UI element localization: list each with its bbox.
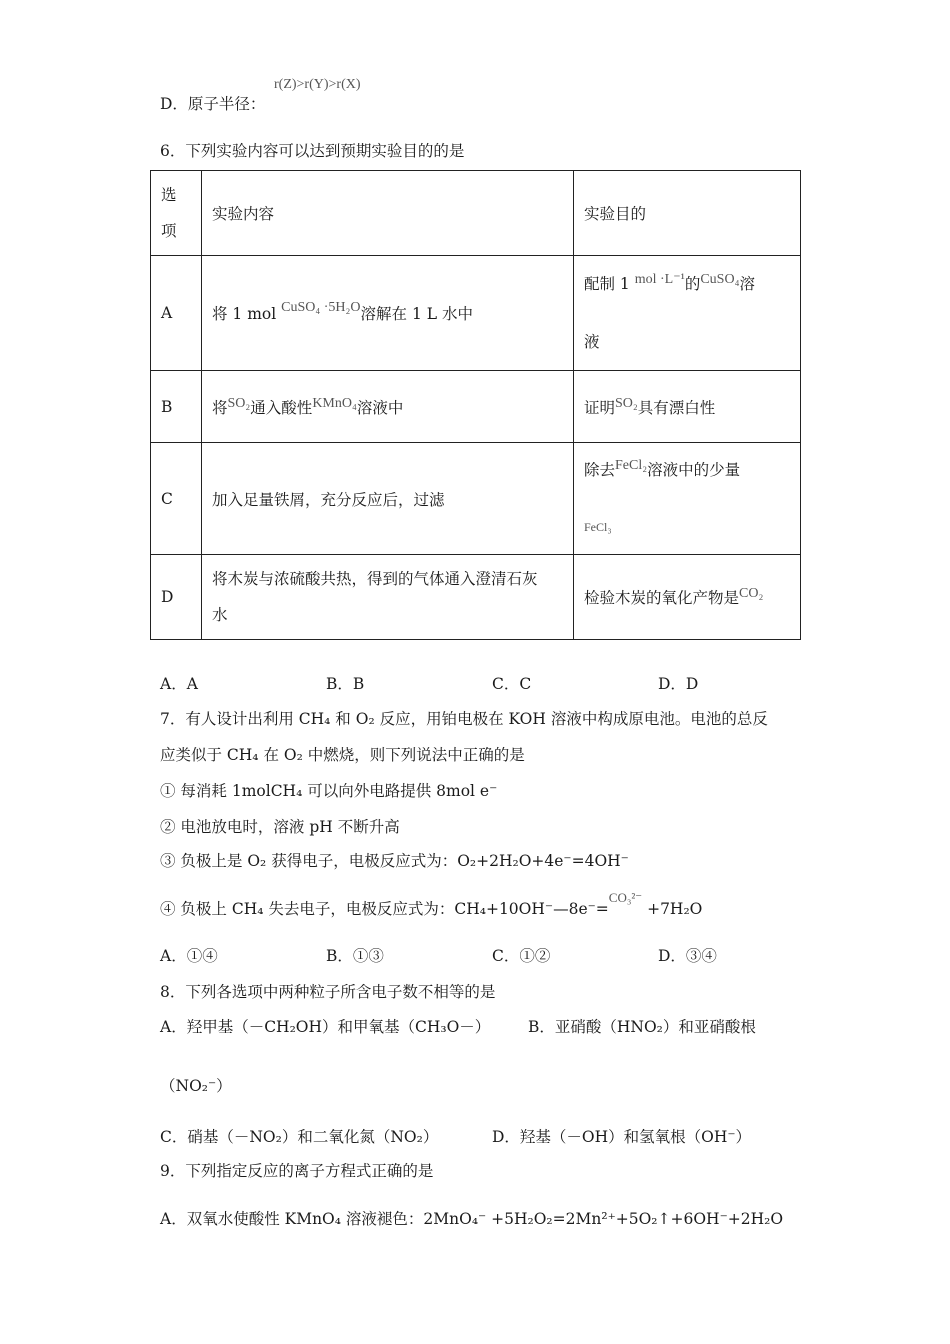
table-row-a: [151, 256, 801, 371]
q8-option-a[interactable]: A．羟甲基（－CH₂OH）和甲氧基（CH₃O－）: [160, 1018, 491, 1036]
q8-option-c[interactable]: C．硝基（－NO₂）和二氧化氮（NO₂）: [160, 1128, 439, 1146]
row-d-purpose: [574, 555, 801, 640]
q7-statement-4-formula: CO₃²⁻: [608, 890, 643, 905]
header-purpose-cell: 实验目的: [574, 171, 801, 256]
q9-option-a[interactable]: A．双氧水使酸性 KMnO₄ 溶液褪色：2MnO₄⁻ +5H₂O₂=2Mn²⁺+5O₂↑+6OH⁻+2H₂O: [160, 1210, 784, 1228]
row-c-purpose-formula: FeCl₂: [615, 458, 648, 473]
row-a-content-text2: 溶解在 1 L 水中: [360, 305, 473, 323]
table-row-b: [151, 371, 801, 443]
row-b-content: [202, 371, 574, 443]
q7-statement-4: [160, 890, 703, 919]
table-row-c: [151, 443, 801, 555]
row-b-content-formula1: SO₂: [227, 395, 251, 411]
row-a-purpose-line2: 液: [584, 333, 600, 351]
row-c-purpose-post: 溶液中的少量: [647, 461, 741, 479]
row-a-purpose: [574, 256, 801, 371]
q8-stem: 8．下列各选项中两种粒子所含电子数不相等的是: [160, 983, 496, 1001]
q7-stem-line2: 应类似于 CH₄ 在 O₂ 中燃烧，则下列说法中正确的是: [160, 746, 525, 764]
row-b-label: B: [151, 371, 202, 443]
row-b-content-formula2: KMnO₄: [312, 395, 357, 411]
row-c-content: 加入足量铁屑，充分反应后，过滤: [202, 443, 574, 555]
q6-option-d[interactable]: D．D: [658, 675, 699, 693]
row-a-content-text: 将 1 mol: [212, 305, 282, 323]
row-b-purpose: [574, 371, 801, 443]
row-b-purpose-formula: SO₂: [615, 395, 638, 411]
row-d-content: [202, 555, 574, 640]
table-header-row: [151, 171, 801, 256]
q5-option-d-label: D．原子半径：: [160, 95, 266, 113]
header-content-cell: 实验内容: [202, 171, 574, 256]
row-c-purpose: [574, 443, 801, 555]
q9-stem: 9．下列指定反应的离子方程式正确的是: [160, 1162, 434, 1180]
q7-statement-3: ③ 负极上是 O₂ 获得电子，电极反应式为：O₂+2H₂O+4e⁻=4OH⁻: [160, 852, 629, 870]
q8-option-d[interactable]: D．羟基（－OH）和氢氧根（OH⁻）: [492, 1128, 752, 1146]
row-a-content-formula: CuSO₄ ·5H₂O: [281, 300, 361, 315]
row-b-content-text: 将: [212, 398, 228, 417]
q6-option-b[interactable]: B．B: [326, 675, 365, 693]
q8-option-b[interactable]: B．亚硝酸（HNO₂）和亚硝酸根: [528, 1018, 756, 1036]
header-option-cell: [151, 171, 202, 256]
row-a-purpose-mid: 的: [684, 275, 701, 293]
row-c-label: C: [151, 443, 202, 555]
row-a-purpose-formula2: CuSO₄: [700, 272, 740, 287]
q7-statement-4-post: +7H₂O: [642, 900, 703, 918]
row-b-content-post: 溶液中: [356, 398, 404, 417]
header-option-line2: 项: [161, 222, 177, 240]
q5-option-d-formula: r(Z)>r(Y)>r(X): [274, 77, 361, 92]
q7-option-d[interactable]: D．③④: [658, 947, 717, 965]
row-b-purpose-post: 具有漂白性: [637, 398, 716, 417]
table-row-d: [151, 555, 801, 640]
q8-option-b-continued: （NO₂⁻）: [160, 1077, 232, 1095]
q6-option-a[interactable]: A．A: [160, 675, 198, 693]
q6-option-c[interactable]: C．C: [492, 675, 532, 693]
row-b-purpose-text: 证明: [584, 398, 616, 417]
q7-option-a[interactable]: A．①④: [160, 947, 218, 965]
q6-stem: 6．下列实验内容可以达到预期实验目的的是: [160, 142, 465, 160]
q7-option-b[interactable]: B．①③: [326, 947, 384, 965]
experiment-table: [150, 170, 801, 640]
q7-statement-4-text: ④ 负极上 CH₄ 失去电子，电极反应式为：CH₄+10OH⁻—8e⁻=: [160, 900, 609, 918]
row-d-purpose-formula: CO₂: [739, 586, 764, 601]
row-d-content-line2: 水: [212, 606, 228, 624]
row-a-purpose-text: 配制 1: [584, 275, 635, 293]
row-c-purpose-text: 除去: [584, 461, 616, 479]
row-a-label: A: [151, 256, 202, 371]
row-a-content: [202, 256, 574, 371]
row-c-purpose-formula2: FeCl₃: [584, 520, 612, 534]
row-d-label: D: [151, 555, 202, 640]
q7-statement-2: ② 电池放电时，溶液 pH 不断升高: [160, 818, 400, 836]
header-option-line1: 选: [161, 186, 177, 204]
row-d-purpose-text: 检验木炭的氧化产物是: [584, 589, 740, 607]
q5-option-d: [160, 92, 265, 114]
q7-statement-1: ① 每消耗 1molCH₄ 可以向外电路提供 8mol e⁻: [160, 782, 498, 800]
row-a-purpose-post: 溶: [739, 275, 755, 293]
row-d-content-line1: 将木炭与浓硫酸共热，得到的气体通入澄清石灰: [212, 570, 538, 588]
q7-stem-line1: 7．有人设计出利用 CH₄ 和 O₂ 反应，用铂电极在 KOH 溶液中构成原电池。电池的总反: [160, 710, 768, 728]
row-b-content-mid: 通入酸性: [250, 398, 313, 417]
row-a-purpose-formula1: mol ·L⁻¹: [634, 272, 685, 287]
q7-option-c[interactable]: C．①②: [492, 947, 551, 965]
